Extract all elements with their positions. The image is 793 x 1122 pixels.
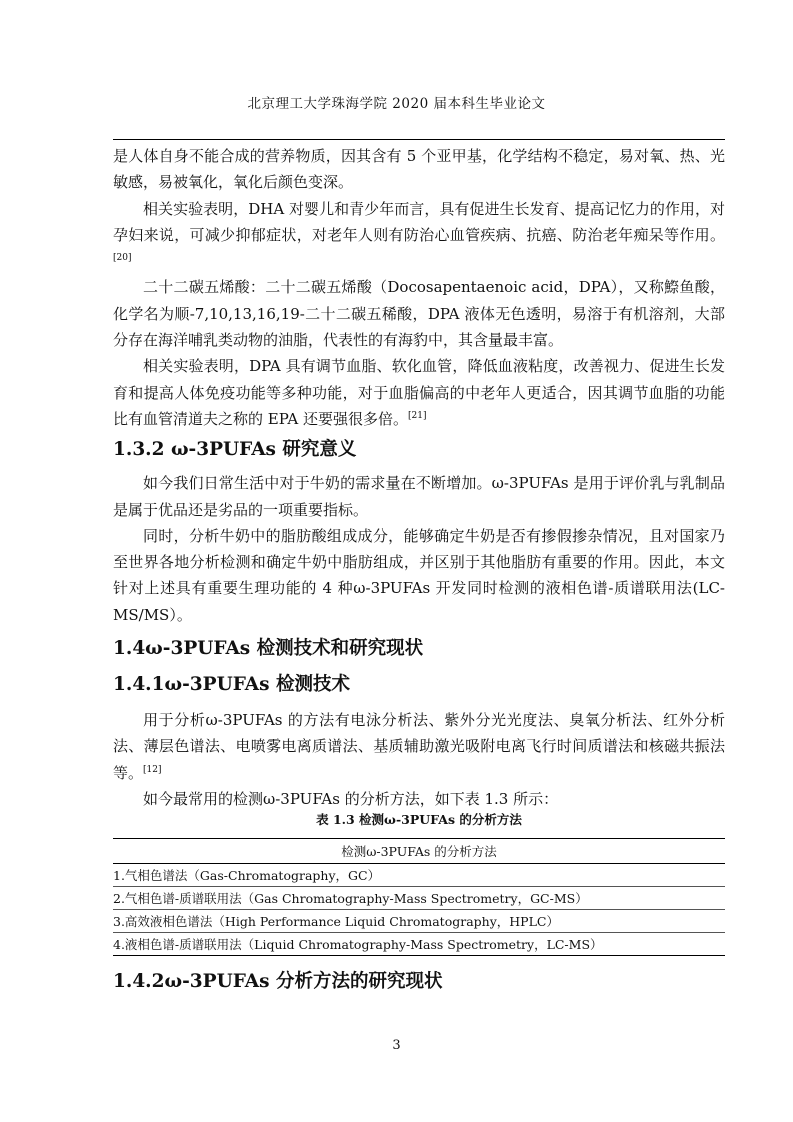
page-body xyxy=(113,143,725,1004)
paragraph-dha-stability: 是人体自身不能合成的营养物质，因其含有 5 个亚甲基，化学结构不稳定，易对氧、热、光敏感，易被氧化，氧化后颜色变深。 xyxy=(113,147,725,192)
section-heading-1-4-1: 1.4.1ω-3PUFAs 检测技术 xyxy=(113,674,350,696)
page-header: 北京理工大学珠海学院 2020 届本科生毕业论文 xyxy=(247,96,546,112)
table-header-cell: 检测ω-3PUFAs 的分析方法 xyxy=(113,839,725,864)
paragraph-text: 用于分析ω-3PUFAs 的方法有电泳分析法、紫外分光光度法、臭氧分析法、红外分析法、薄层色谱法、电喷雾电离质谱法、基质辅助激光吸附电离飞行时间质谱法和核磁共振法等。 xyxy=(113,711,725,782)
table-row xyxy=(113,887,725,910)
section-heading-1-3-2: 1.3.2 ω-3PUFAs 研究意义 xyxy=(113,439,357,461)
table-cell: 4.液相色谱-质谱联用法（Liquid Chromatography-Mass Spectrometry，LC-MS） xyxy=(113,933,725,956)
section-heading-1-4-2: 1.4.2ω-3PUFAs 分析方法的研究现状 xyxy=(113,971,443,993)
table-row xyxy=(113,933,725,956)
table-header-row xyxy=(113,839,725,864)
header-divider xyxy=(113,139,725,140)
paragraph-milk-demand: 如今我们日常生活中对于牛奶的需求量在不断增加。ω-3PUFAs 是用于评价乳与乳制品是属于优品还是劣品的一项重要指标。 xyxy=(113,474,725,519)
methods-table xyxy=(113,838,725,956)
table-cell: 3.高效液相色谱法（High Performance Liquid Chromatography，HPLC） xyxy=(113,910,725,933)
paragraph-text: 相关实验表明，DPA 具有调节血脂、软化血管，降低血液粘度，改善视力、促进生长发育和提高人体免疫功能等多种功能，对于血脂偏高的中老年人更适合，因其调节血脂的功能比有血管清道夫之称的 EPA 还要强很多倍。 xyxy=(113,357,725,428)
citation-ref: [20] xyxy=(113,253,132,264)
page-number: 3 xyxy=(392,1038,401,1053)
table-caption: 表 1.3 检测ω-3PUFAs 的分析方法 xyxy=(316,812,522,828)
paragraph-text: 相关实验表明，DHA 对婴儿和青少年而言，具有促进生长发育、提高记忆力的作用，对孕妇来说，可减少抑郁症状，对老年人则有防治心血管疾病、抗癌、防治老年痴呆等作用。 xyxy=(113,199,725,244)
paragraph-analysis-methods xyxy=(113,707,725,786)
paragraph-fatty-acid-analysis: 同时，分析牛奶中的脂肪酸组成成分，能够确定牛奶是否有掺假掺杂情况，且对国家乃至世界各地分析检测和确定牛奶中脂肪组成，并区别于其他脂肪有重要的作用。因此，本文针对上述具有重要生理功能的 4 种ω-3PUFAs 开发同时检测的液相色谱-质谱联用法(LC-MS/MS）。 xyxy=(113,526,725,624)
citation-ref: [21] xyxy=(408,410,427,421)
table-cell: 1.气相色谱法（Gas-Chromatography，GC） xyxy=(113,864,725,887)
section-heading-1-4: 1.4ω-3PUFAs 检测技术和研究现状 xyxy=(113,638,424,660)
paragraph-dpa-definition: 二十二碳五烯酸：二十二碳五烯酸（Docosapentaenoic acid，DPA），又称鰶鱼酸，化学名为顺-7,10,13,16,19-二十二碳五稀酸，DPA 液体无色透明，易溶于有机溶剂，大部分存在海洋哺乳类动物的油脂，代表性的有海豹中，其含量最丰富。 xyxy=(113,278,725,350)
paragraph-table-intro: 如今最常用的检测ω-3PUFAs 的分析方法，如下表 1.3 所示： xyxy=(143,789,559,808)
table-row xyxy=(113,910,725,933)
table-cell: 2.气相色谱-质谱联用法（Gas Chromatography-Mass Spectrometry，GC-MS） xyxy=(113,887,725,910)
paragraph-dpa-effects xyxy=(113,353,725,432)
table-row xyxy=(113,864,725,887)
paragraph-dha-effects xyxy=(113,196,725,275)
citation-ref: [12] xyxy=(143,764,162,775)
